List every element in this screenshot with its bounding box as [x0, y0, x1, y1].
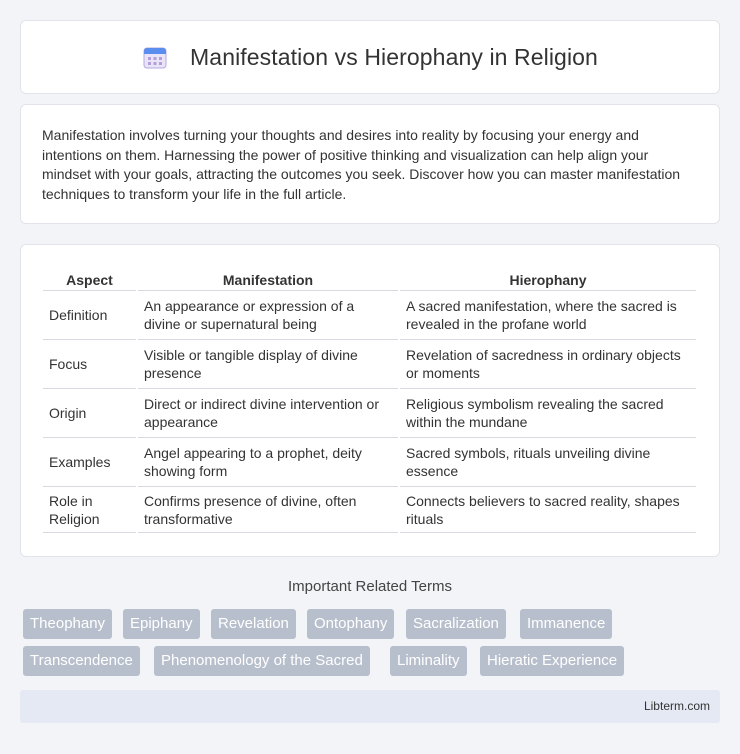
table-cell: A sacred manifestation, where the sacred is revealed in the profane world: [400, 291, 696, 340]
tag-revelation[interactable]: Revelation: [211, 609, 296, 639]
tag-immanence[interactable]: Immanence: [520, 609, 612, 639]
column-header-manifestation: Manifestation: [138, 265, 398, 291]
table-row: [43, 487, 696, 533]
tag-transcendence[interactable]: Transcendence: [23, 646, 140, 676]
tag-theophany[interactable]: Theophany: [23, 609, 112, 639]
table-cell: Revelation of sacredness in ordinary objects or moments: [400, 340, 696, 389]
tag-hieratic-experience[interactable]: Hieratic Experience: [480, 646, 624, 676]
intro-card: [20, 104, 720, 224]
table-row: [43, 340, 696, 389]
tag-epiphany[interactable]: Epiphany: [123, 609, 200, 639]
table-cell: Angel appearing to a prophet, deity showing form: [138, 438, 398, 487]
table-cell: An appearance or expression of a divine or supernatural being: [138, 291, 398, 340]
table-cell: Origin: [43, 389, 136, 438]
footer: [20, 690, 720, 723]
column-header-aspect: Aspect: [43, 265, 136, 291]
tag-liminality[interactable]: Liminality: [390, 646, 467, 676]
table-cell: Role in Religion: [43, 487, 136, 533]
table-header-row: [43, 265, 696, 291]
column-header-hierophany: Hierophany: [400, 265, 696, 291]
calendar-icon: [142, 44, 168, 70]
comparison-table-card: [20, 244, 720, 557]
table-cell: Sacred symbols, rituals unveiling divine essence: [400, 438, 696, 487]
title-card: [20, 20, 720, 94]
table-row: [43, 291, 696, 340]
tag-ontophany[interactable]: Ontophany: [307, 609, 394, 639]
table-cell: Religious symbolism revealing the sacred within the mundane: [400, 389, 696, 438]
tag-phenomenology-of-the-sacred[interactable]: Phenomenology of the Sacred: [154, 646, 370, 676]
comparison-table: [41, 265, 698, 533]
table-cell: Definition: [43, 291, 136, 340]
table-row: [43, 438, 696, 487]
related-terms-title: Important Related Terms: [288, 578, 452, 595]
table-row: [43, 389, 696, 438]
tag-sacralization[interactable]: Sacralization: [406, 609, 506, 639]
page-title: Manifestation vs Hierophany in Religion: [190, 43, 598, 70]
intro-text: Manifestation involves turning your thoughts and desires into reality by focusing your energy and intentions on them. Harnessing the power of positive thinking and visualization can help align your mindset with your goals, attracting the outcomes you seek. Discover how you can master manifestation techniques to transform your life in the full article.: [42, 127, 681, 202]
table-cell: Confirms presence of divine, often transformative: [138, 487, 398, 533]
table-cell: Examples: [43, 438, 136, 487]
table-cell: Focus: [43, 340, 136, 389]
footer-link[interactable]: Libterm.com: [643, 699, 710, 713]
table-cell: Visible or tangible display of divine presence: [138, 340, 398, 389]
table-cell: Direct or indirect divine intervention or appearance: [138, 389, 398, 438]
table-cell: Connects believers to sacred reality, shapes rituals: [400, 487, 696, 533]
